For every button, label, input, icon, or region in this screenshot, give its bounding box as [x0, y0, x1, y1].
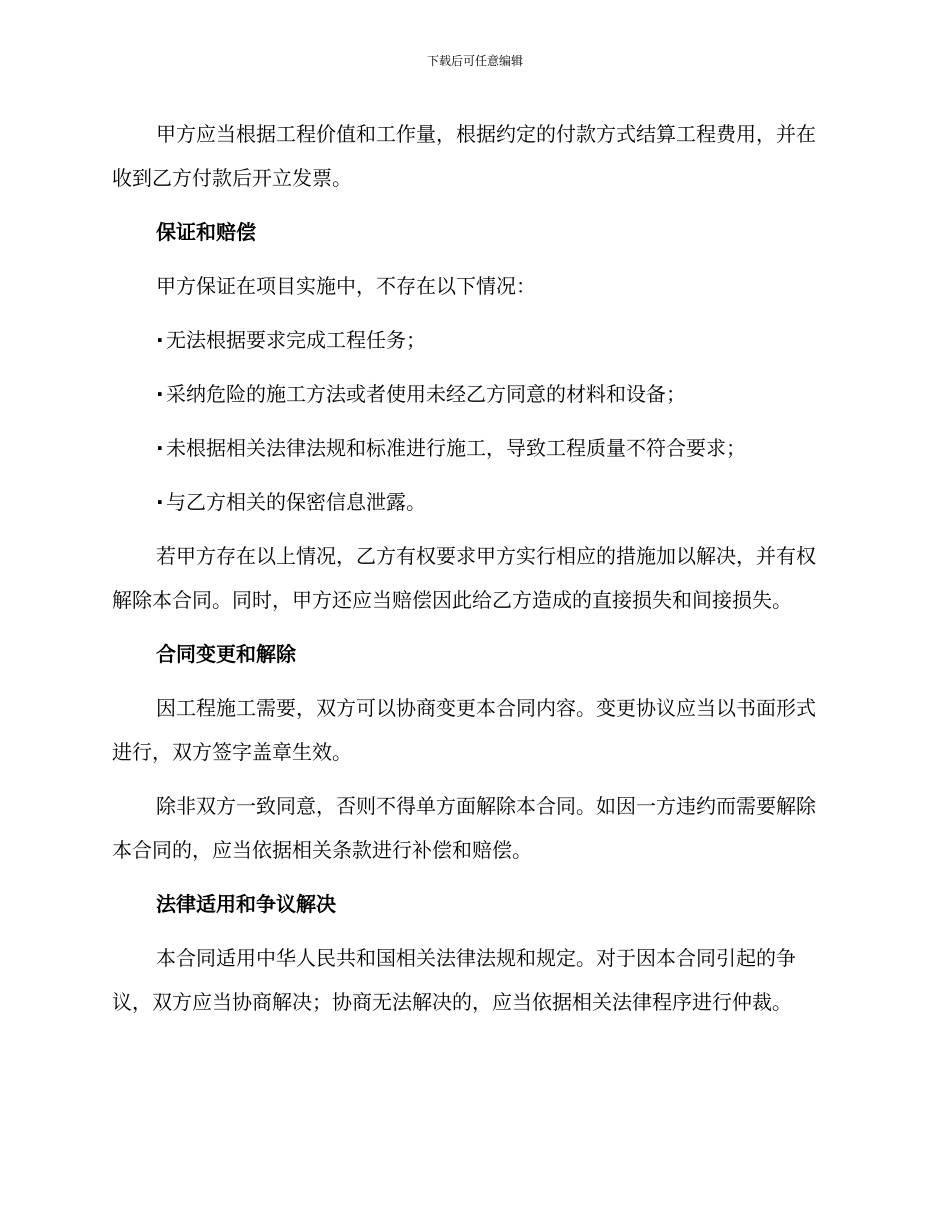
- paragraph-payment: 甲方应当根据工程价值和工作量，根据约定的付款方式结算工程费用，并在收到乙方付款后开立发票。: [112, 122, 816, 190]
- bullet-icon: ·: [156, 328, 164, 352]
- list-item-text: 无法根据要求完成工程任务；: [166, 328, 426, 352]
- section-heading-change: 合同变更和解除: [156, 642, 296, 666]
- list-item: [112, 426, 832, 470]
- list-item-text: 未根据相关法律法规和标准进行施工，导致工程质量不符合要求；: [166, 436, 746, 460]
- list-item: [112, 372, 832, 416]
- bullet-icon: ·: [156, 382, 164, 406]
- bullet-icon: ·: [156, 436, 164, 460]
- section-heading-law: 法律适用和争议解决: [156, 892, 336, 916]
- section-heading-guarantee: 保证和赔偿: [156, 220, 256, 244]
- paragraph-guarantee-remedy: 若甲方存在以上情况，乙方有权要求甲方实行相应的措施加以解决，并有权解除本合同。同时，甲方还应当赔偿因此给乙方造成的直接损失和间接损失。: [112, 544, 816, 612]
- page-header-note: 下载后可任意编辑: [426, 54, 523, 68]
- list-item: [112, 480, 832, 524]
- paragraph-termination: 除非双方一致同意，否则不得单方面解除本合同。如因一方违约而需要解除本合同的，应当依据相关条款进行补偿和赔偿。: [112, 794, 816, 862]
- document-body: [112, 112, 832, 1034]
- paragraph-law: 本合同适用中华人民共和国相关法律法规和规定。对于因本合同引起的争议，双方应当协商解决；协商无法解决的，应当依据相关法律程序进行仲裁。: [112, 946, 796, 1014]
- paragraph-change: 因工程施工需要，双方可以协商变更本合同内容。变更协议应当以书面形式进行，双方签字盖章生效。: [112, 696, 816, 764]
- list-item-text: 与乙方相关的保密信息泄露。: [166, 490, 426, 514]
- paragraph-guarantee-intro: 甲方保证在项目实施中，不存在以下情况：: [156, 274, 536, 298]
- bullet-icon: ·: [156, 490, 164, 514]
- list-item-text: 采纳危险的施工方法或者使用未经乙方同意的材料和设备；: [166, 382, 686, 406]
- list-item: [112, 318, 832, 362]
